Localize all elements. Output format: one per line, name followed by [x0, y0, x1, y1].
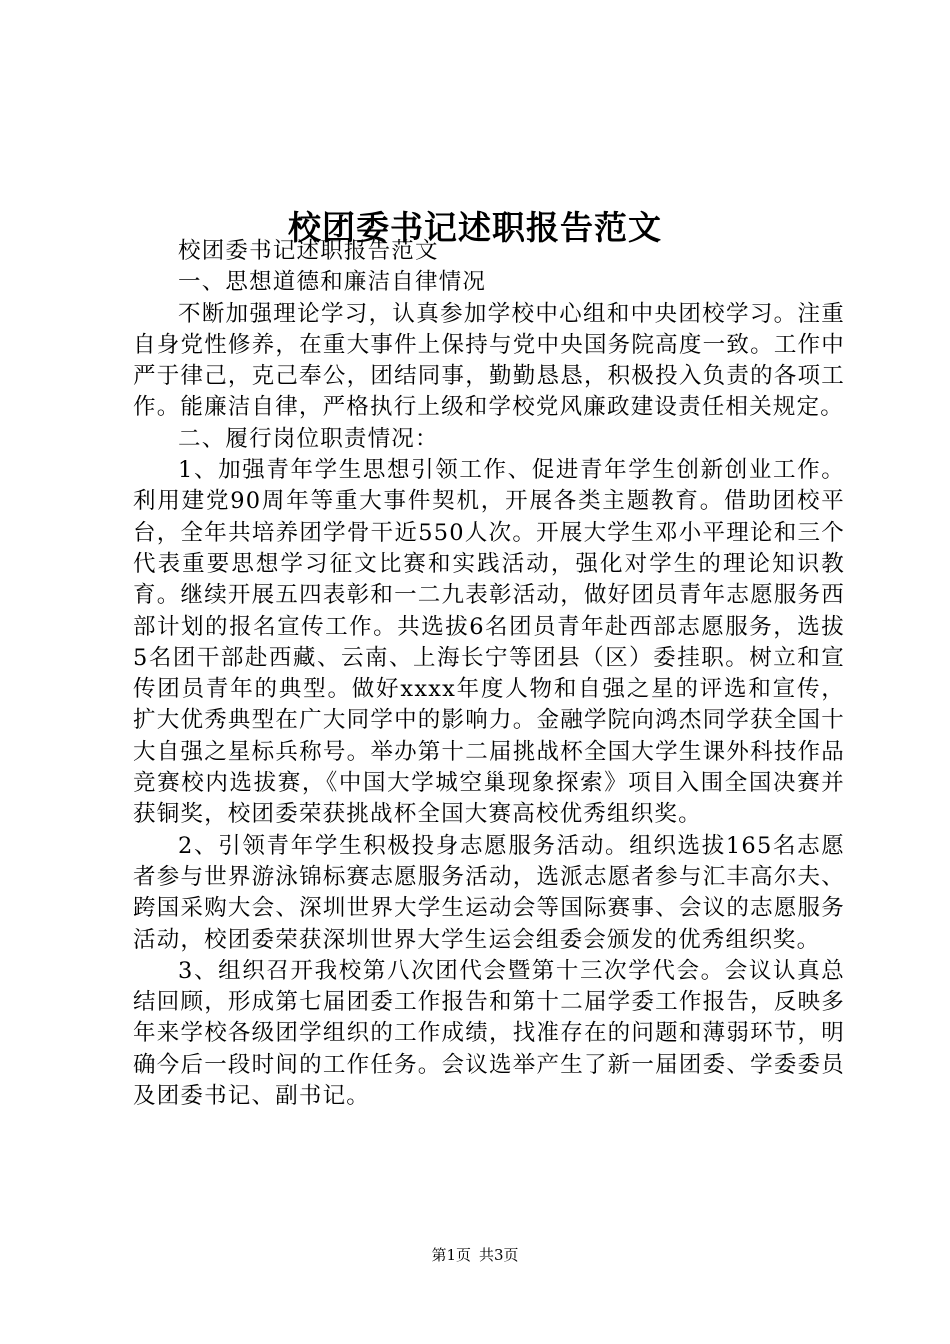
document-body [133, 236, 845, 1112]
paragraph-item-3: 3、组织召开我校第八次团代会暨第十三次学代会。会议认真总结回顾，形成第七届团委工作报告和第十二届学委工作报告，反映多年来学校各级团学组织的工作成绩，找准存在的问题和薄弱环节，明确今后一段时间的工作任务。会议选举产生了新一届团委、学委委员及团委书记、副书记。 [133, 957, 845, 1110]
paragraph-item-1: 1、加强青年学生思想引领工作、促进青年学生创新创业工作。利用建党90周年等重大事件契机，开展各类主题教育。借助团校平台，全年共培养团学骨干近550人次。开展大学生邓小平理论和三个代表重要思想学习征文比赛和实践活动，强化对学生的理论知识教育。继续开展五四表彰和一二九表彰活动，做好团员青年志愿服务西部计划的报名宣传工作。共选拔6名团员青年赴西部志愿服务，选拔5名团干部赴西藏、云南、上海长宁等团县（区）委挂职。树立和宣传团员青年的典型。做好xxxx年度人物和自强之星的评选和宣传，扩大优秀典型在广大同学中的影响力。金融学院向鸿杰同学获全国十大自强之星标兵称号。举办第十二届挑战杯全国大学生课外科技作品竞赛校内选拔赛，《中国大学城空巢现象探索》项目入围全国决赛并获铜奖，校团委荣获挑战杯全国大赛高校优秀组织奖。 [133, 457, 845, 828]
page-total: 共3页 [479, 1246, 519, 1264]
paragraph-section-heading-1: 一、思想道德和廉洁自律情况 [178, 269, 487, 296]
page-footer [0, 1245, 950, 1265]
page-number: 第1页 [431, 1246, 471, 1264]
document-title: 校团委书记述职报告范文 [288, 208, 662, 248]
paragraph-section-heading-2: 二、履行岗位职责情况： [178, 425, 439, 452]
paragraph-ethics: 不断加强理论学习，认真参加学校中心组和中央团校学习。注重自身党性修养，在重大事件上保持与党中央国务院高度一致。工作中严于律己，克己奉公，团结同事，勤勤恳恳，积极投入负责的各项工作。能廉洁自律，严格执行上级和学校党风廉政建设责任相关规定。 [133, 300, 845, 421]
paragraph-item-2: 2、引领青年学生积极投身志愿服务活动。组织选拔165名志愿者参与世界游泳锦标赛志愿服务活动，选派志愿者参与汇丰高尔夫、跨国采购大会、深圳世界大学生运动会等国际赛事、会议的志愿服务活动，校团委荣获深圳世界大学生运会组委会颁发的优秀组织奖。 [133, 832, 845, 953]
paragraph-subtitle: 校团委书记述职报告范文 [178, 238, 439, 264]
